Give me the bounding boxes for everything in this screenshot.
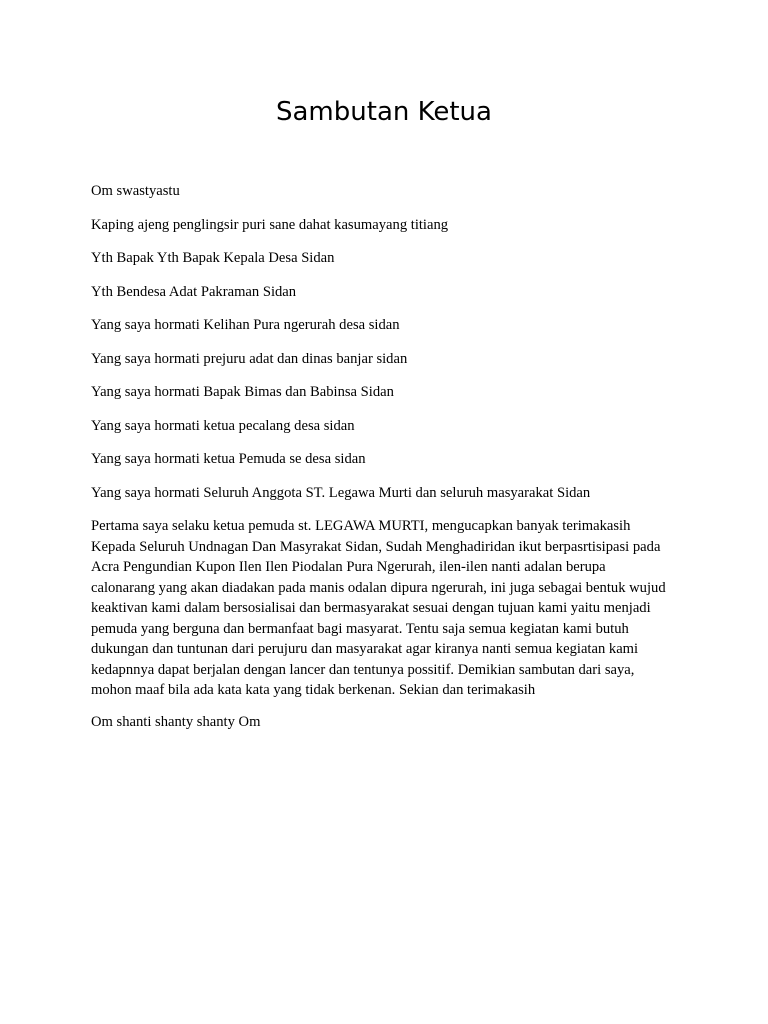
salutation-line: Kaping ajeng penglingsir puri sane dahat kasumayang titiang xyxy=(91,216,449,233)
salutation-line: Yang saya hormati Seluruh Anggota ST. Legawa Murti dan seluruh masyarakat Sidan xyxy=(91,484,591,501)
salutation-line: Yang saya hormati Kelihan Pura ngerurah desa sidan xyxy=(91,317,400,333)
closing-line: Om shanti shanty shanty Om xyxy=(91,713,261,730)
document-title: Sambutan Ketua xyxy=(276,97,492,127)
salutation-line: Yth Bapak Yth Bapak Kepala Desa Sidan xyxy=(91,250,335,266)
salutation-line: Yth Bendesa Adat Pakraman Sidan xyxy=(91,283,297,300)
salutation-line: Yang saya hormati ketua pecalang desa sidan xyxy=(91,417,355,434)
salutation-line: Yang saya hormati ketua Pemuda se desa sidan xyxy=(91,451,366,467)
salutation-line: Yang saya hormati Bapak Bimas dan Babinsa Sidan xyxy=(91,384,394,400)
greeting-line: Om swastyastu xyxy=(91,183,180,199)
document-body xyxy=(91,181,671,745)
main-paragraph: Pertama saya selaku ketua pemuda st. LEGAWA MURTI, mengucapkan banyak terimakasih Kepada Seluruh Undnagan Dan Masyrakat Sidan, Sudah Menghadiridan ikut berpasrtisipasi pada Acra Pengundian Kupon Ilen Ilen Piodalan Pura Ngerurah, ilen-ilen nanti adalan berupa calonarang yang akan diadakan pada manis odalan dipura ngerurah, ini juga sebagai bentuk wujud keaktivan kami dalam bersosialisai dan bermasyarakat sesuai dengan tujuan kami yaitu menjadi pemuda yang berguna dan bermanfaat bagi masyarat. Tentu saja semua kegiatan kami butuh dukungan dan tuntunan dari perujuru dan masyarakat agar kiranya nanti semua kegiatan kami kedapnnya dapat berjalan dengan lancer dan tentunya possitif. Demikian sambutan dari saya, mohon maaf bila ada kata kata yang tidak berkenan. Sekian dan terimakasih xyxy=(91,518,666,698)
salutation-line: Yang saya hormati prejuru adat dan dinas banjar sidan xyxy=(91,350,408,367)
